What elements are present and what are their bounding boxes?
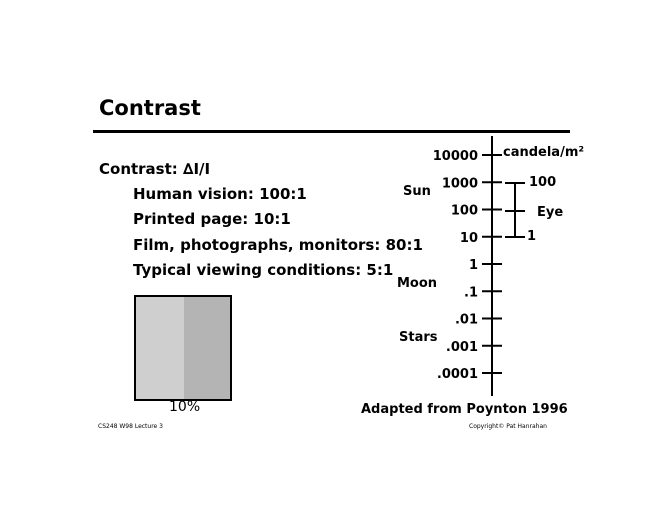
scale-tick-label: .01: [454, 312, 478, 328]
swatch-caption: 10%: [169, 399, 201, 415]
sun-marker: Sun: [403, 184, 431, 199]
stars-marker: Stars: [399, 330, 438, 345]
bullet-printed-page: Printed page: 10:1: [133, 210, 291, 228]
scale-tick-label: 10000: [432, 149, 478, 164]
contrast-heading: Contrast: ∆I/I: [99, 160, 211, 178]
bullet-human-vision: Human vision: 100:1: [133, 185, 307, 203]
scale-tick-label: .1: [464, 285, 478, 301]
eye-low-label: 1: [527, 229, 537, 244]
moon-marker: Moon: [397, 276, 438, 291]
eye-high-label: 100: [529, 175, 557, 190]
bullet-viewing-conditions: Typical viewing conditions: 5:1: [133, 261, 394, 279]
scale-tick-label: 100: [450, 203, 478, 219]
credit: Adapted from Poynton 1996: [361, 402, 568, 417]
eye-label: Eye: [537, 205, 564, 220]
footer-lecture: CS248 W98 Lecture 3: [98, 423, 163, 430]
scale-tick-label: .0001: [436, 367, 478, 382]
slide-title: Contrast: [99, 96, 201, 120]
footer-copyright: Copyright© Pat Hanrahan: [469, 423, 547, 430]
bullet-film-monitors: Film, photographs, monitors: 80:1: [133, 236, 423, 254]
scale-tick-label: 10: [459, 230, 478, 246]
scale-tick-label: 1000: [441, 176, 478, 192]
scale-tick-label: .001: [445, 339, 478, 355]
scale-tick-label: 1: [468, 258, 478, 273]
unit-label: candela/m²: [503, 145, 585, 160]
